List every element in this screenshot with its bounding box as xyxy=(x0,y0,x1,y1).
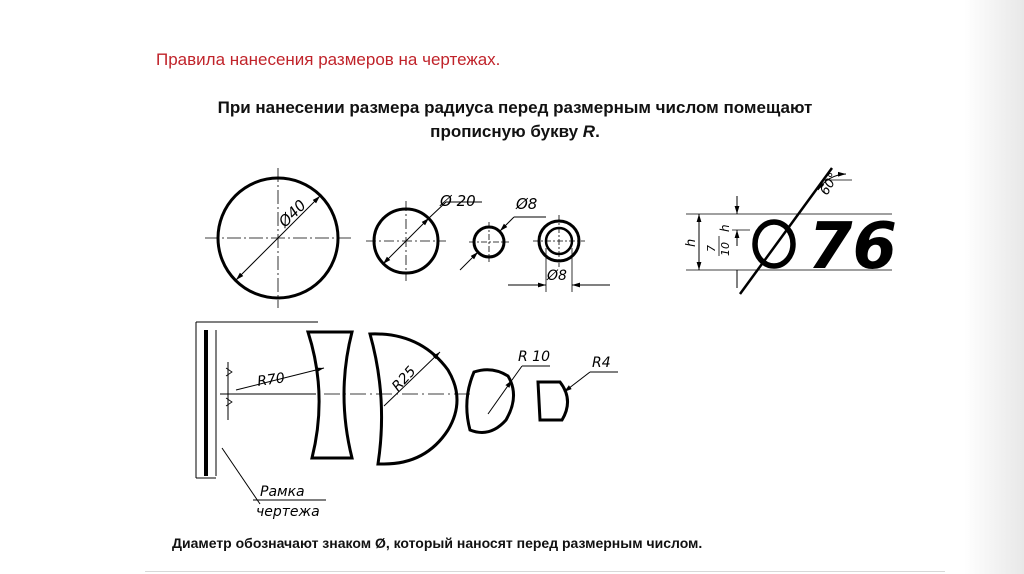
label-r25: R25 xyxy=(389,363,420,395)
figure-r25 xyxy=(368,334,465,464)
label-d8-bottom: Ø8 xyxy=(547,268,567,284)
subtitle-line-2-prefix: прописную букву xyxy=(430,122,583,141)
label-r10: R 10 xyxy=(518,349,550,365)
subtitle-line-1: При нанесении размера радиуса перед размерным числом помещают xyxy=(217,98,813,117)
label-frame-line1: Рамка xyxy=(260,484,305,500)
circle-d20 xyxy=(366,192,482,281)
slide-caption: Диаметр обозначают знаком Ø, который наносят перед размерным числом. xyxy=(172,535,703,551)
slide-title: Правила нанесения размеров на чертежах. xyxy=(156,50,501,69)
label-frame-line2: чертежа xyxy=(256,504,320,520)
label-fraction-top: 7 xyxy=(705,245,718,252)
circle-d8-ring xyxy=(508,215,610,292)
subtitle-letter-r: R xyxy=(582,122,596,141)
label-76: 76 xyxy=(808,210,898,284)
label-d40: Ø40 xyxy=(275,196,310,231)
bottom-divider xyxy=(145,571,945,572)
subtitle-line-2-suffix: . xyxy=(595,122,600,141)
diameter-sign-detail xyxy=(684,168,897,294)
label-60-degrees: 60° xyxy=(817,170,842,198)
label-fraction-h: h xyxy=(718,224,732,232)
label-r4: R4 xyxy=(592,355,611,371)
label-fraction-bottom: 10 xyxy=(719,242,732,256)
label-d8-top: Ø8 xyxy=(516,195,538,213)
label-d20: Ø 20 xyxy=(440,192,476,210)
label-h: h xyxy=(684,238,699,247)
circle-d40 xyxy=(205,168,352,308)
label-r70: R70 xyxy=(256,370,286,390)
figure-r4 xyxy=(538,355,618,420)
